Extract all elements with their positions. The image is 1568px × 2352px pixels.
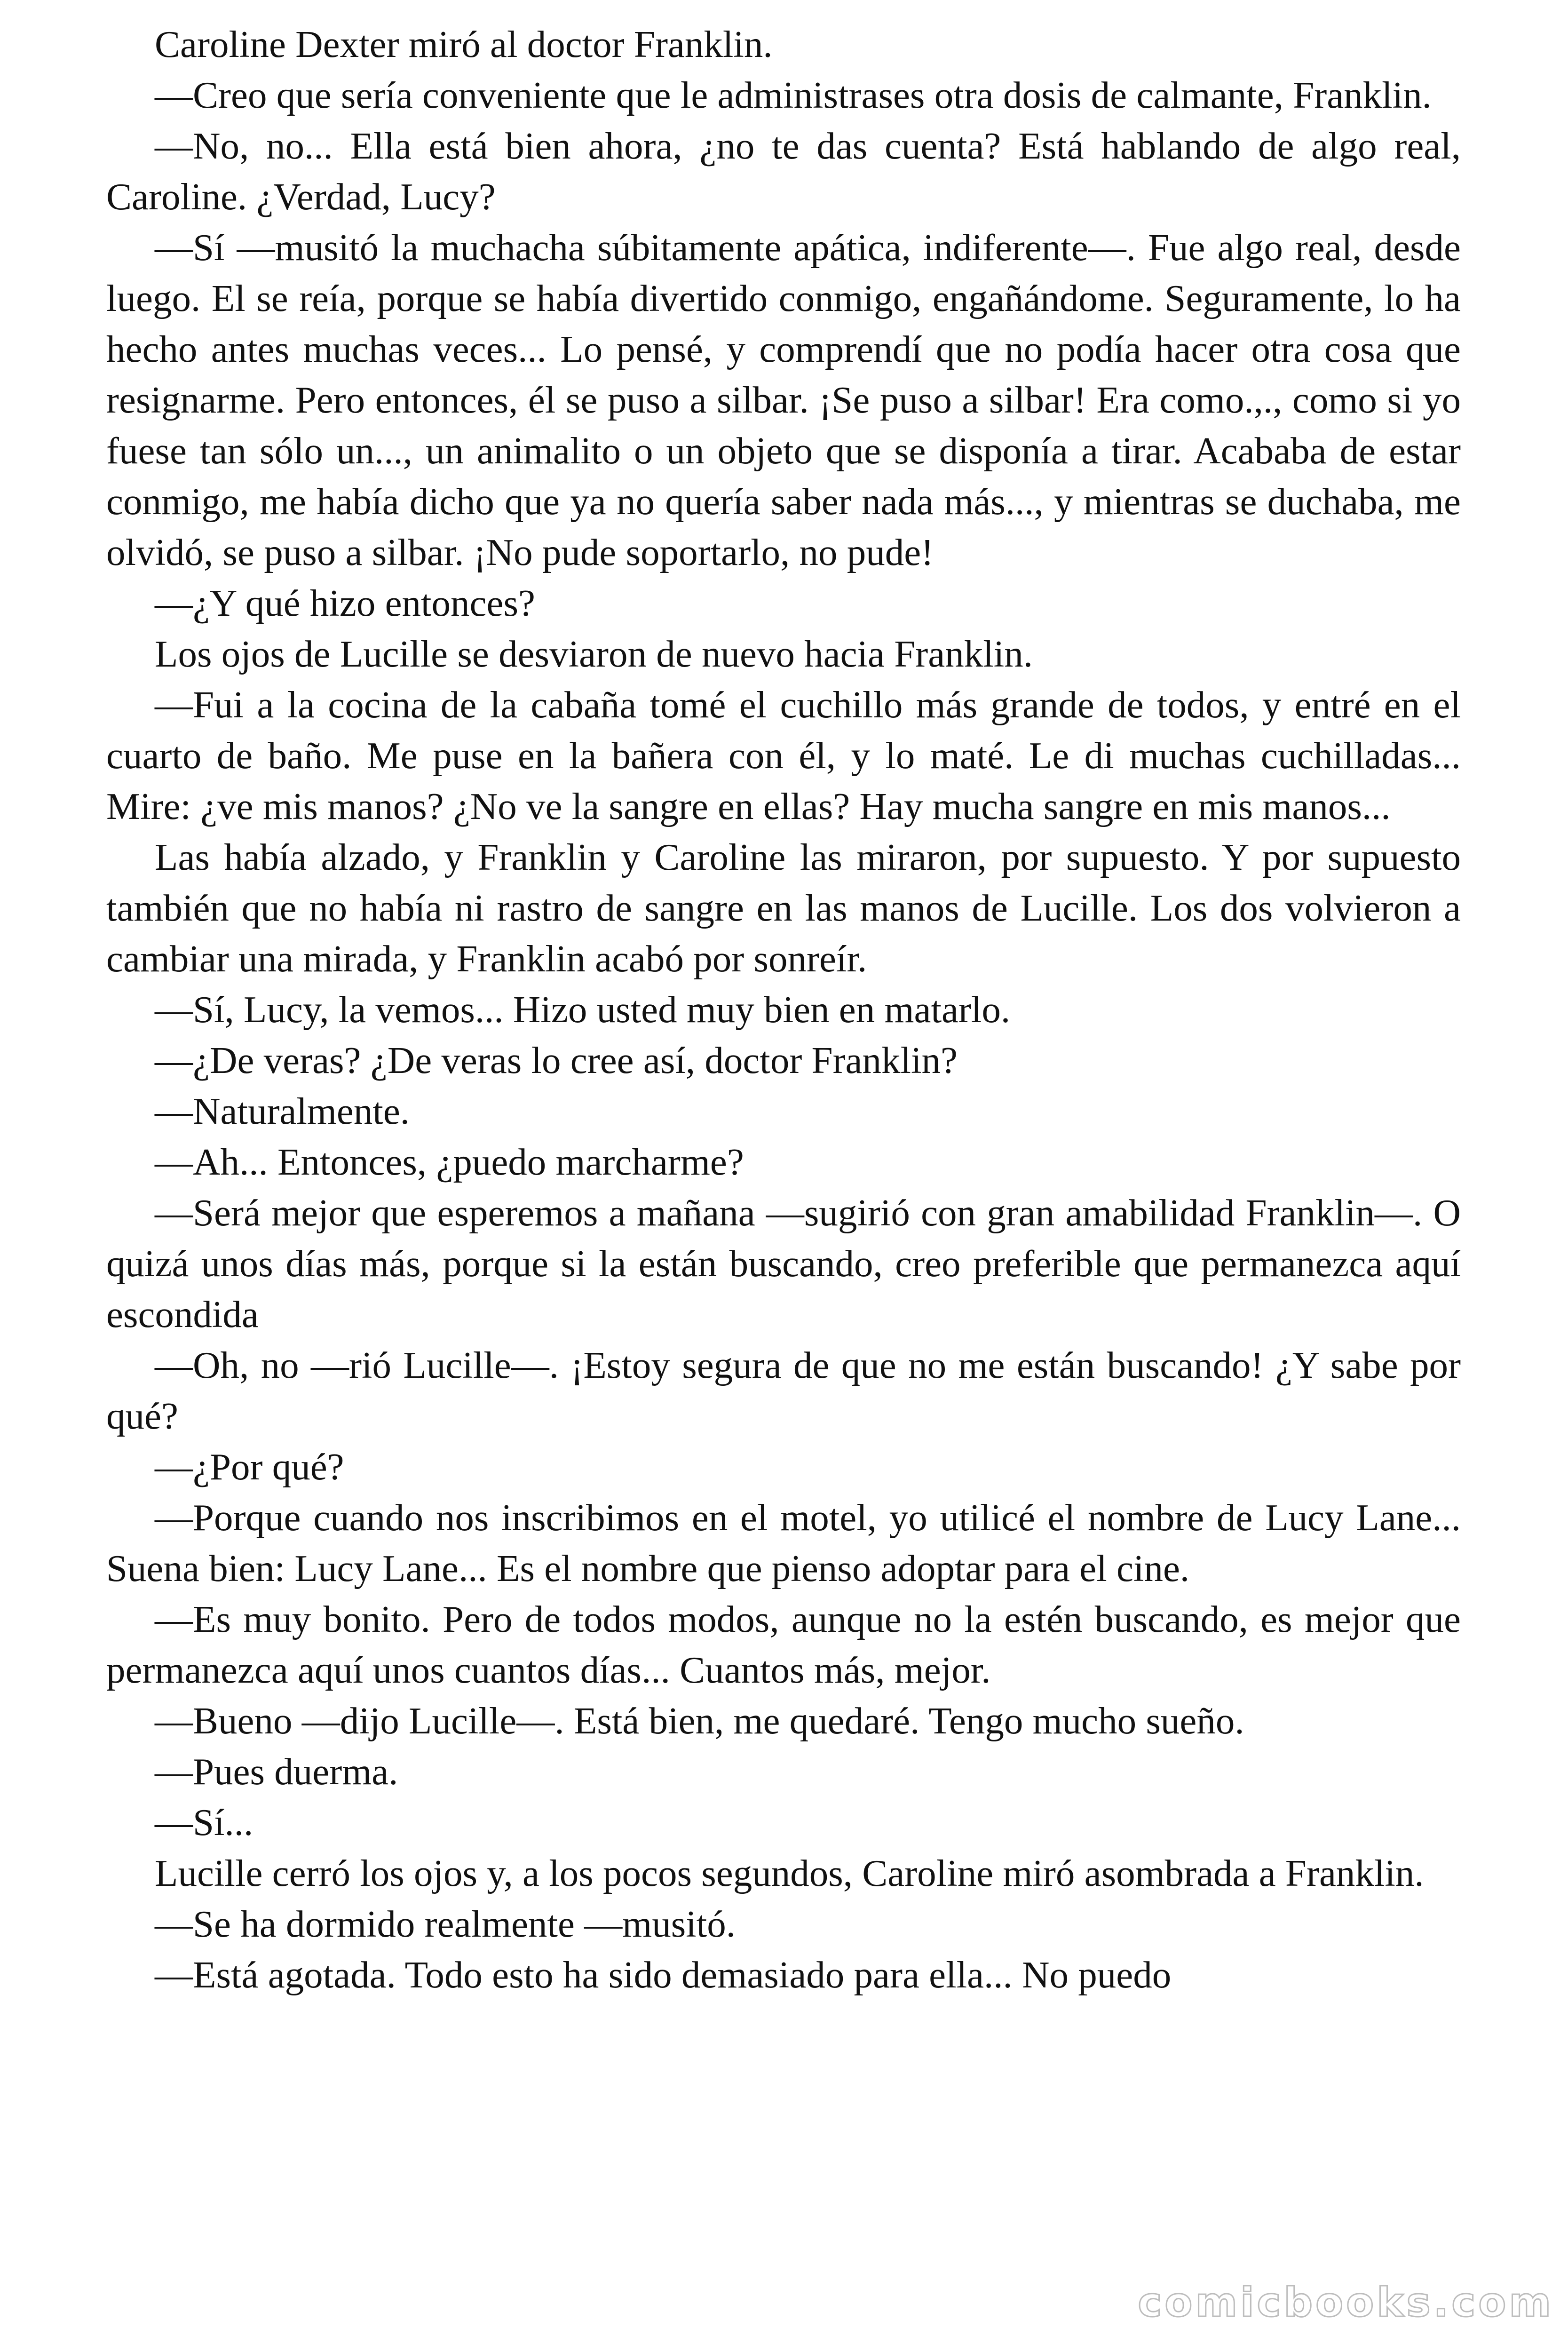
paragraph: —Bueno —dijo Lucille—. Está bien, me quedaré. Tengo mucho sueño. [155,1700,1244,1742]
paragraph: —Está agotada. Todo esto ha sido demasiado para ella... No puedo [155,1954,1172,1996]
paragraph: Caroline Dexter miró al doctor Franklin. [155,23,773,65]
paragraph: —Sí... [155,1801,253,1843]
book-page-text [106,19,1461,2000]
paragraph: —Fui a la cocina de la cabaña tomé el cuchillo más grande de todos, y entré en el cuarto de baño. Me puse en la bañera con él, y lo maté. Le di muchas cuchilladas... Mire: ¿ve mis manos? ¿No ve la sangre en ellas? Hay mucha sangre en mis manos... [106,683,1461,827]
paragraph: Lucille cerró los ojos y, a los pocos segundos, Caroline miró asombrada a Franklin. [155,1852,1424,1894]
paragraph: —Porque cuando nos inscribimos en el motel, yo utilicé el nombre de Lucy Lane... Suena bien: Lucy Lane... Es el nombre que pienso adoptar para el cine. [106,1496,1461,1589]
paragraph: —Se ha dormido realmente —musitó. [155,1903,736,1945]
paragraph: —¿Por qué? [155,1446,344,1488]
paragraph: —Oh, no —rió Lucille—. ¡Estoy segura de que no me están buscando! ¿Y sabe por qué? [106,1344,1461,1437]
paragraph: —Es muy bonito. Pero de todos modos, aunque no la estén buscando, es mejor que permanezca aquí unos cuantos días... Cuantos más, mejor. [106,1598,1461,1691]
paragraph: —¿De veras? ¿De veras lo cree así, doctor Franklin? [155,1039,958,1081]
paragraph: —Sí, Lucy, la vemos... Hizo usted muy bien en matarlo. [155,988,1011,1031]
paragraph: —Naturalmente. [155,1090,410,1132]
paragraph: —No, no... Ella está bien ahora, ¿no te das cuenta? Está hablando de algo real, Caroline. ¿Verdad, Lucy? [106,125,1461,218]
paragraph: —¿Y qué hizo entonces? [155,582,535,624]
watermark-logo: comicbooks.com [1133,2279,1559,2326]
paragraph: Los ojos de Lucille se desviaron de nuevo hacia Franklin. [155,633,1033,675]
paragraph: Las había alzado, y Franklin y Caroline las miraron, por supuesto. Y por supuesto también que no había ni rastro de sangre en las manos de Lucille. Los dos volvieron a cambiar una mirada, y Franklin acabó por sonreír. [106,836,1461,980]
paragraph: —Creo que sería conveniente que le administrases otra dosis de calmante, Franklin. [155,74,1432,116]
paragraph: —Pues duerma. [155,1750,398,1793]
paragraph: —Ah... Entonces, ¿puedo marcharme? [155,1141,744,1183]
paragraph: —Sí —musitó la muchacha súbitamente apática, indiferente—. Fue algo real, desde luego. El se reía, porque se había divertido conmigo, engañándome. Seguramente, lo ha hecho antes muchas veces... Lo pensé, y comprendí que no podía hacer otra cosa que resignarme. Pero entonces, él se puso a silbar. ¡Se puso a silbar! Era como.,., como si yo fuese tan sólo un..., un animalito o un objeto que se disponía a tirar. Acababa de estar conmigo, me había dicho que ya no quería saber nada más..., y mientras se duchaba, me olvidó, se puso a silbar. ¡No pude soportarlo, no pude! [106,226,1461,573]
paragraph: —Será mejor que esperemos a mañana —sugirió con gran amabilidad Franklin—. O quizá unos días más, porque si la están buscando, creo preferible que permanezca aquí escondida [106,1192,1461,1335]
